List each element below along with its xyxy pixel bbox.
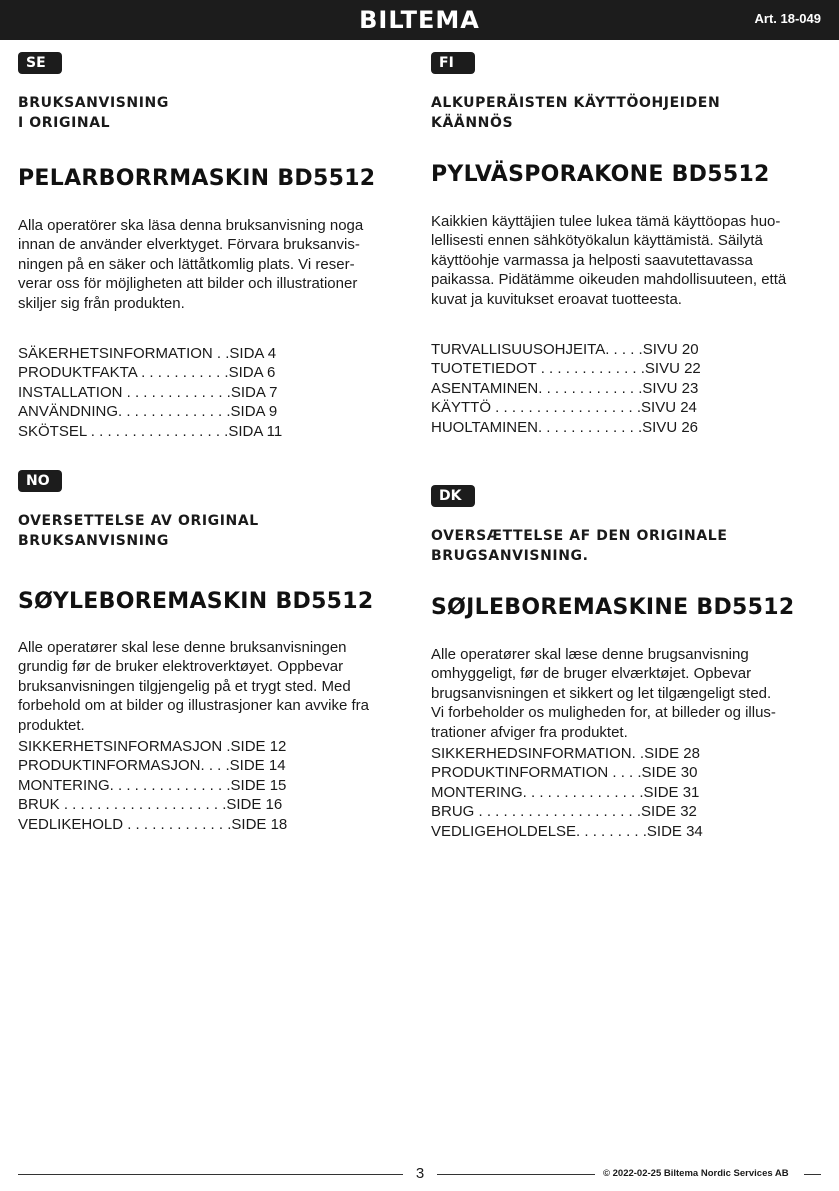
title-dk: SØJLEBOREMASKINE BD5512 xyxy=(431,595,795,620)
toc-entry: TUOTETIEDOT . . . . . . . . . . . . .SIVU 22 xyxy=(431,360,701,378)
paragraph-fi xyxy=(431,212,831,309)
toc-entry: MONTERING. . . . . . . . . . . . . . .SIDE 15 xyxy=(18,776,287,794)
paragraph-line: innan de använder elverktyget. Förvara bruksanvis- xyxy=(18,236,360,254)
paragraph-no xyxy=(18,638,418,735)
footer-divider-middle xyxy=(437,1174,595,1175)
toc-entry: VEDLIGEHOLDELSE. . . . . . . . .SIDE 34 xyxy=(431,822,703,840)
paragraph-dk xyxy=(431,645,831,742)
toc-entry: ASENTAMINEN. . . . . . . . . . . . .SIVU 23 xyxy=(431,379,699,397)
footer-divider-left xyxy=(18,1174,403,1175)
paragraph-line: trationer afviger fra produktet. xyxy=(431,723,628,741)
toc-entry: PRODUKTINFORMASJON. . . .SIDE 14 xyxy=(18,757,286,775)
article-number: Art. 18-049 xyxy=(754,11,821,26)
toc-entry: SIKKERHEDSINFORMATION. .SIDE 28 xyxy=(431,745,700,762)
toc-entry: ANVÄNDNING. . . . . . . . . . . . . .SIDA 9 xyxy=(18,403,278,421)
paragraph-line: Vi forbeholder os muligheden for, at billeder og illus- xyxy=(431,704,776,722)
copyright-notice: © 2022-02-25 Biltema Nordic Services AB xyxy=(603,1168,789,1179)
language-badge-dk: DK xyxy=(431,485,475,507)
toc-se xyxy=(18,344,282,441)
toc-entry: SÄKERHETSINFORMATION . .SIDA 4 xyxy=(18,345,277,362)
toc-fi xyxy=(431,340,701,437)
paragraph-line: bruksanvisningen tilgjengelig på et trygt sted. Med xyxy=(18,677,351,695)
paragraph-line: forbehold om at bilder og illustrasjoner kan avvike fra xyxy=(18,697,370,715)
subtitle-se: BRUKSANVISNING I ORIGINAL xyxy=(18,95,169,131)
toc-entry: PRODUKTINFORMATION . . . .SIDE 30 xyxy=(431,764,698,782)
toc-entry: BRUG . . . . . . . . . . . . . . . . . . . .SIDE 32 xyxy=(431,803,697,821)
paragraph-line: grundig før de bruker elektroverktøyet. Oppbevar xyxy=(18,658,344,676)
title-se: PELARBORRMASKIN BD5512 xyxy=(18,166,376,191)
paragraph-line: käyttöohje varmassa ja helposti saavutettavassa xyxy=(431,251,753,269)
toc-entry: KÄYTTÖ . . . . . . . . . . . . . . . . . .SIVU 24 xyxy=(431,399,697,417)
language-badge-fi: FI xyxy=(431,52,475,74)
title-fi: PYLVÄSPORAKONE BD5512 xyxy=(431,162,770,187)
toc-entry: BRUK . . . . . . . . . . . . . . . . . . . .SIDE 16 xyxy=(18,796,283,814)
toc-entry: SIKKERHETSINFORMASJON .SIDE 12 xyxy=(18,738,287,755)
toc-entry: MONTERING. . . . . . . . . . . . . . .SIDE 31 xyxy=(431,783,700,801)
title-no: SØYLEBOREMASKIN BD5512 xyxy=(18,589,374,614)
header-bar xyxy=(0,0,839,40)
biltema-logo: BILTEMA xyxy=(359,6,480,34)
toc-entry: TURVALLISUUSOHJEITA. . . . .SIVU 20 xyxy=(431,341,699,358)
toc-entry: VEDLIKEHOLD . . . . . . . . . . . . .SIDE 18 xyxy=(18,815,288,833)
paragraph-line: brugsanvisningen et sikkert og let tilgængeligt sted. xyxy=(431,684,772,702)
paragraph-line: ningen på en säker och lättåtkomlig plats. Vi reser- xyxy=(18,255,355,273)
paragraph-line: Alla operatörer ska läsa denna bruksanvisning noga xyxy=(18,217,364,234)
toc-entry: INSTALLATION . . . . . . . . . . . . .SIDA 7 xyxy=(18,383,278,401)
toc-entry: HUOLTAMINEN. . . . . . . . . . . . .SIVU 26 xyxy=(431,418,698,436)
subtitle-no: OVERSETTELSE AV ORIGINAL BRUKSANVISNING xyxy=(18,513,259,549)
paragraph-line: verar oss för möjligheten att bilder och illustrationer xyxy=(18,275,358,293)
paragraph-line: Alle operatører skal lese denne bruksanvisningen xyxy=(18,639,347,656)
toc-dk xyxy=(431,744,703,841)
paragraph-line: lellisesti ennen sähkötyökalun käyttämistä. Säilytä xyxy=(431,232,763,250)
subtitle-fi: ALKUPERÄISTEN KÄYTTÖOHJEIDEN KÄÄNNÖS xyxy=(431,95,721,131)
paragraph-line: kuvat ja kuvitukset eroavat tuotteesta. xyxy=(431,290,682,308)
subtitle-dk: OVERSÆTTELSE AF DEN ORIGINALE BRUGSANVISNING. xyxy=(431,528,728,564)
paragraph-line: skiljer sig från produkten. xyxy=(18,294,185,312)
toc-entry: PRODUKTFAKTA . . . . . . . . . . .SIDA 6 xyxy=(18,364,276,382)
toc-no xyxy=(18,737,287,834)
language-badge-se: SE xyxy=(18,52,62,74)
toc-entry: SKÖTSEL . . . . . . . . . . . . . . . . .SIDA 11 xyxy=(18,422,283,440)
footer-divider-right xyxy=(804,1174,821,1175)
language-badge-no: NO xyxy=(18,470,62,492)
page-number: 3 xyxy=(415,1165,425,1182)
paragraph-line: Alle operatører skal læse denne brugsanvisning xyxy=(431,646,749,663)
paragraph-line: omhyggeligt, før de bruger elværktøjet. Opbevar xyxy=(431,665,752,683)
paragraph-line: produktet. xyxy=(18,716,85,734)
paragraph-line: Kaikkien käyttäjien tulee lukea tämä käyttöopas huo- xyxy=(431,213,781,230)
paragraph-se xyxy=(18,216,413,313)
paragraph-line: paikassa. Pidätämme oikeuden mahdollisuuteen, että xyxy=(431,271,787,289)
